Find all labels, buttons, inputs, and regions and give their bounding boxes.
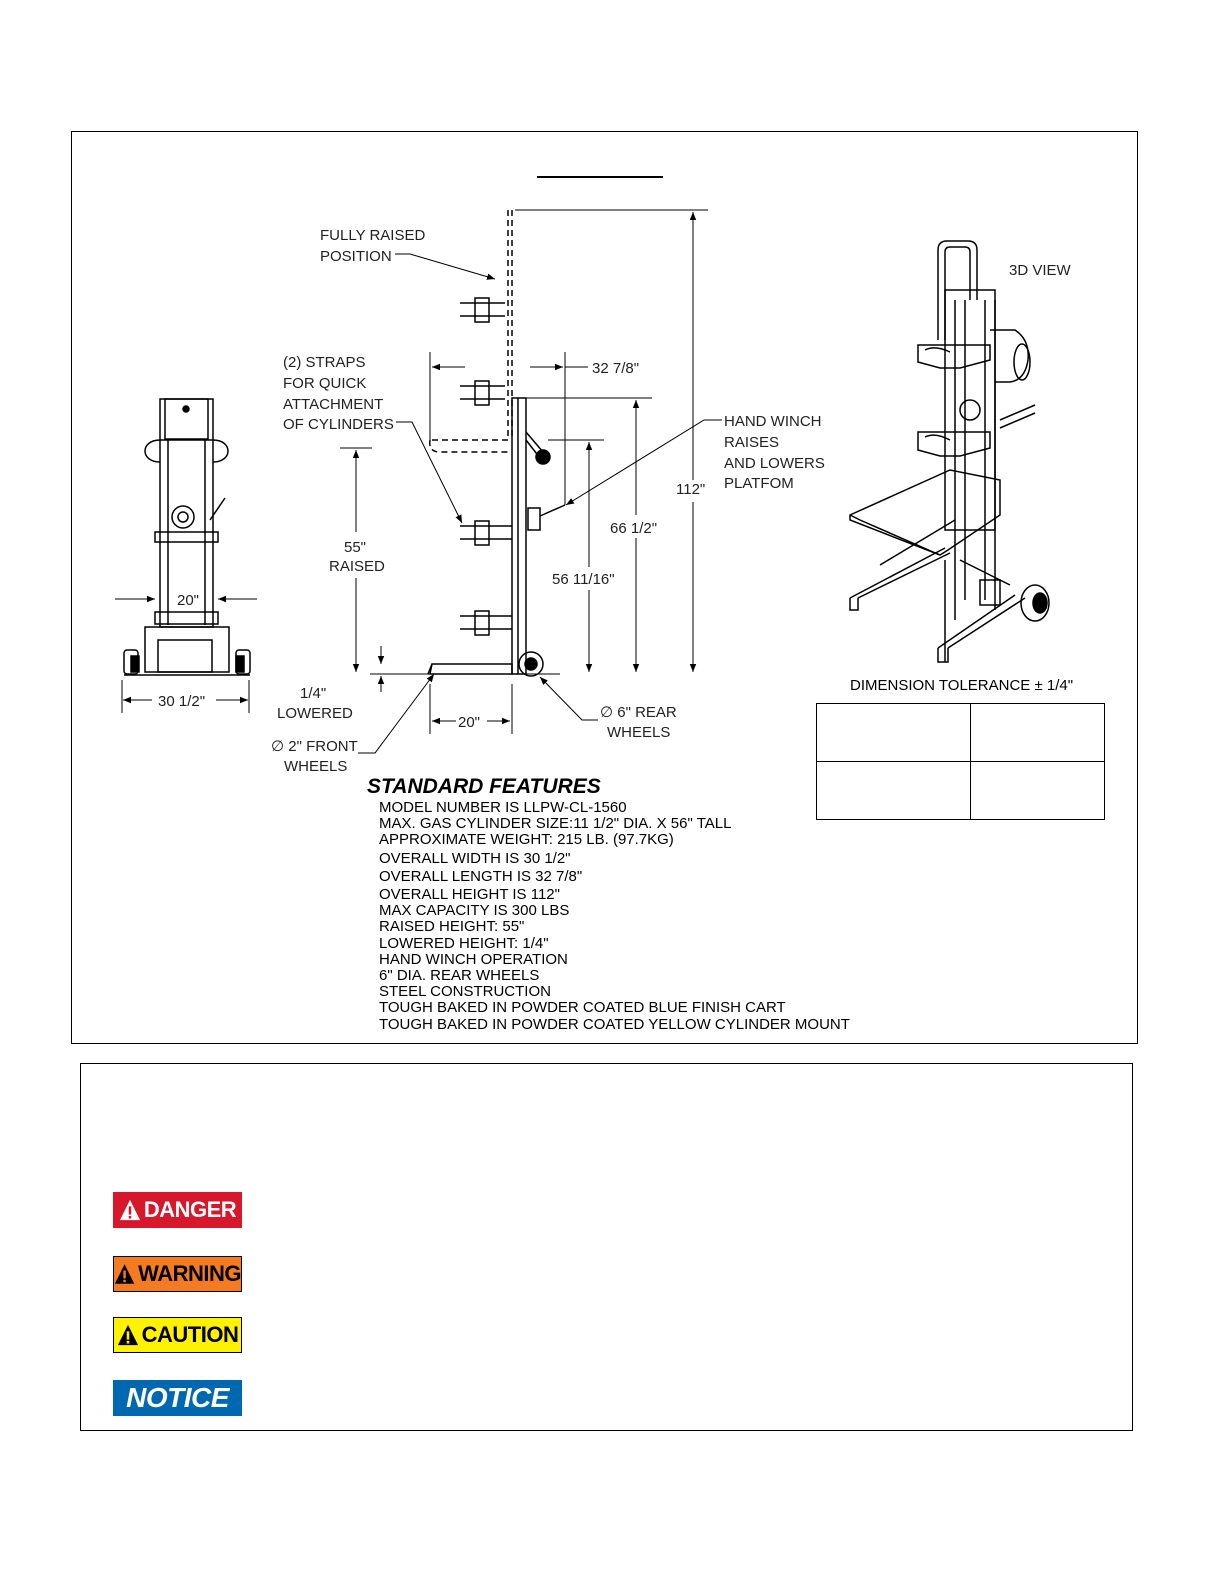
warning-sign	[113, 1256, 242, 1292]
dim-platform-depth: 20"	[458, 714, 481, 731]
feature-item: MODEL NUMBER IS LLPW-CL-1560	[379, 799, 627, 816]
spec-cell	[817, 704, 971, 762]
feature-item: LOWERED HEIGHT: 1/4"	[379, 934, 549, 952]
dim-height-winch: 56 11/16"	[552, 571, 615, 588]
safety-panel	[80, 1063, 1133, 1431]
caution-sign	[113, 1317, 242, 1353]
dim-height-mast: 66 1/2"	[610, 520, 658, 537]
dim-height-overall: 112"	[676, 481, 706, 498]
feature-item: OVERALL WIDTH IS 30 1/2"	[379, 849, 571, 867]
3d-view	[850, 241, 1049, 662]
label-rear-wheels: ∅ 6" REAR WHEELS	[600, 704, 677, 741]
notice-label: NOTICE	[126, 1382, 229, 1413]
side-view	[370, 210, 565, 676]
feature-item: OVERALL HEIGHT IS 112"	[379, 886, 560, 904]
alert-icon	[117, 1324, 139, 1346]
strap-clamp-2	[460, 381, 505, 405]
strap-clamp-top	[460, 298, 505, 322]
spec-cell	[971, 762, 1105, 820]
side-dimensions	[340, 210, 722, 753]
spec-cell	[817, 762, 971, 820]
overall-width-dim: 30 1/2"	[158, 693, 206, 710]
feature-item: TOUGH BAKED IN POWDER COATED YELLOW CYLINDER MOUNT	[379, 1015, 850, 1033]
label-lowered: 1/4" LOWERED	[277, 685, 353, 722]
strap-clamp-3	[460, 521, 512, 545]
spec-cell	[971, 704, 1105, 762]
warning-label: WARNING	[138, 1261, 241, 1286]
danger-sign	[113, 1192, 242, 1228]
label-straps: (2) STRAPS FOR QUICK ATTACHMENT OF CYLINDERS	[283, 354, 394, 433]
feature-item: HAND WINCH OPERATION	[379, 950, 568, 968]
feature-item: MAX. GAS CYLINDER SIZE:11 1/2" DIA. X 56" TALL	[379, 815, 732, 833]
caution-label: CAUTION	[141, 1322, 239, 1347]
feature-item: STEEL CONSTRUCTION	[379, 983, 551, 1001]
notice-sign	[113, 1380, 242, 1416]
feature-item: 6" DIA. REAR WHEELS	[379, 967, 540, 985]
feature-item: MAX CAPACITY IS 300 LBS	[379, 902, 570, 920]
label-front-wheels: ∅ 2" FRONT WHEELS	[271, 738, 358, 775]
dimension-tolerance: DIMENSION TOLERANCE ± 1/4"	[850, 677, 1074, 694]
danger-label: DANGER	[143, 1197, 237, 1222]
label-raised: 55" RAISED	[329, 539, 385, 575]
feature-item: TOUGH BAKED IN POWDER COATED BLUE FINISH CART	[379, 999, 786, 1017]
feature-item: RAISED HEIGHT: 55"	[379, 918, 525, 936]
label-hand-winch: HAND WINCH RAISES AND LOWERS PLATFOM	[724, 413, 825, 492]
dim-length: 32 7/8"	[592, 360, 640, 377]
standard-features-list	[379, 800, 850, 1033]
3d-view-label: 3D VIEW	[1009, 262, 1071, 279]
standard-features-title: STANDARD FEATURES	[367, 775, 601, 798]
front-view	[124, 399, 250, 675]
spec-table	[816, 703, 1105, 820]
alert-icon	[114, 1263, 135, 1285]
front-inner-width-dim: 20"	[177, 592, 200, 609]
strap-clamp-4	[460, 611, 512, 635]
feature-item: OVERALL LENGTH IS 32 7/8"	[379, 867, 583, 885]
label-fully-raised: FULLY RAISED POSITION	[320, 227, 426, 265]
alert-icon	[119, 1199, 141, 1221]
feature-item: APPROXIMATE WEIGHT: 215 LB. (97.7KG)	[379, 831, 674, 849]
